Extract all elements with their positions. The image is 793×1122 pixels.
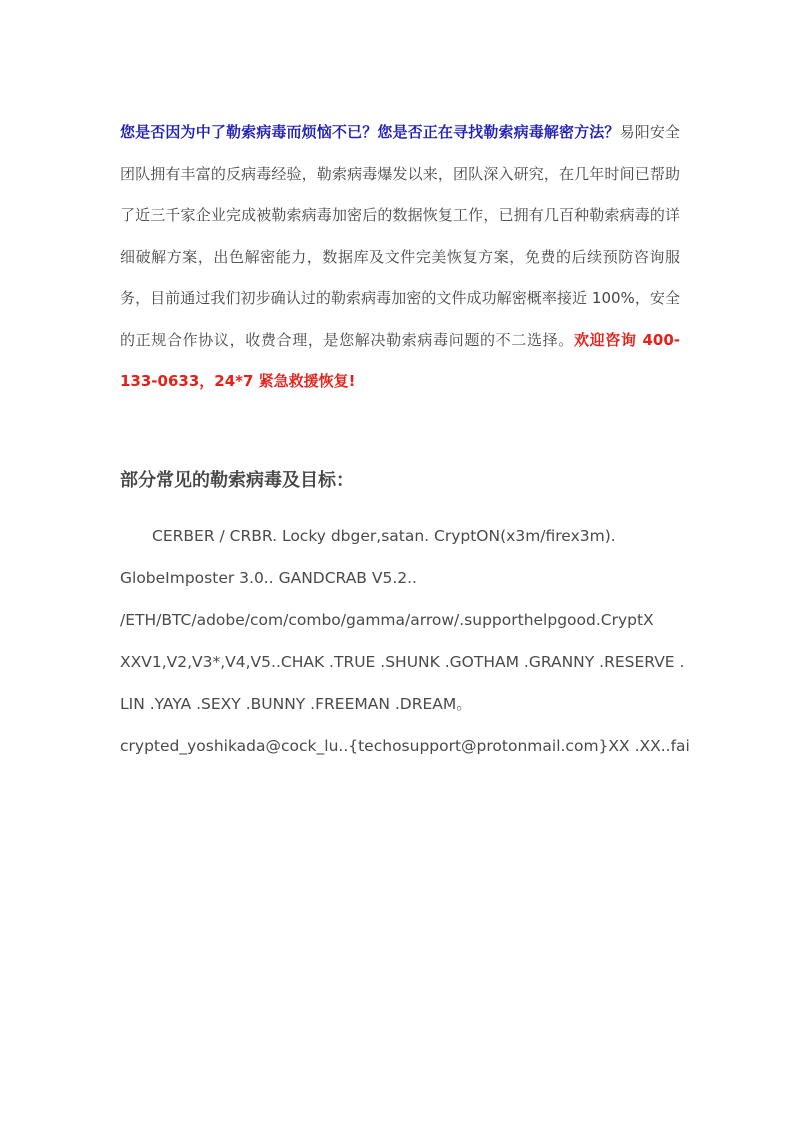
virus-line: CERBER / CRBR. Locky dbger,satan. CryptON(x3m/firex3m).: [152, 527, 616, 545]
virus-line: XXV1,V2,V3*,V4,V5..CHAK .TRUE .SHUNK .GOTHAM .GRANNY .RESERVE .: [120, 653, 685, 671]
intro-body: 易阳安全团队拥有丰富的反病毒经验，勒索病毒爆发以来，团队深入研究，在几年时间已帮助了近三千家企业完成被勒索病毒加密后的数据恢复工作，已拥有几百种勒索病毒的详细破解方案，出色解密能力，数据库及文件完美恢复方案，免费的后续预防咨询服务，目前通过我们初步确认过的勒索病毒加密的文件成功解密概率接近 100%，安全的正规合作协议，收费合理，是您解决勒索病毒问题的不二选择。: [120, 123, 680, 349]
virus-line: LIN .YAYA .SEXY .BUNNY .FREEMAN .DREAM。: [120, 695, 472, 713]
virus-line: crypted_yoshikada@cock_lu..{techosupport@protonmail.com}XX .XX..fai: [120, 737, 690, 755]
intro-paragraph: [120, 112, 680, 403]
contact-hotline: 欢迎咨询 400-133-0633，24*7 紧急救援恢复!: [120, 330, 680, 390]
virus-line: GlobeImposter 3.0.. GANDCRAB V5.2..: [120, 569, 417, 587]
virus-line: /ETH/BTC/adobe/com/combo/gamma/arrow/.supporthelpgood.CryptX: [120, 611, 654, 629]
section-heading: 部分常见的勒索病毒及目标：: [120, 470, 354, 491]
intro-question: 您是否因为中了勒索病毒而烦恼不已？您是否正在寻找勒索病毒解密方法？: [120, 123, 620, 141]
virus-list: [120, 515, 690, 767]
